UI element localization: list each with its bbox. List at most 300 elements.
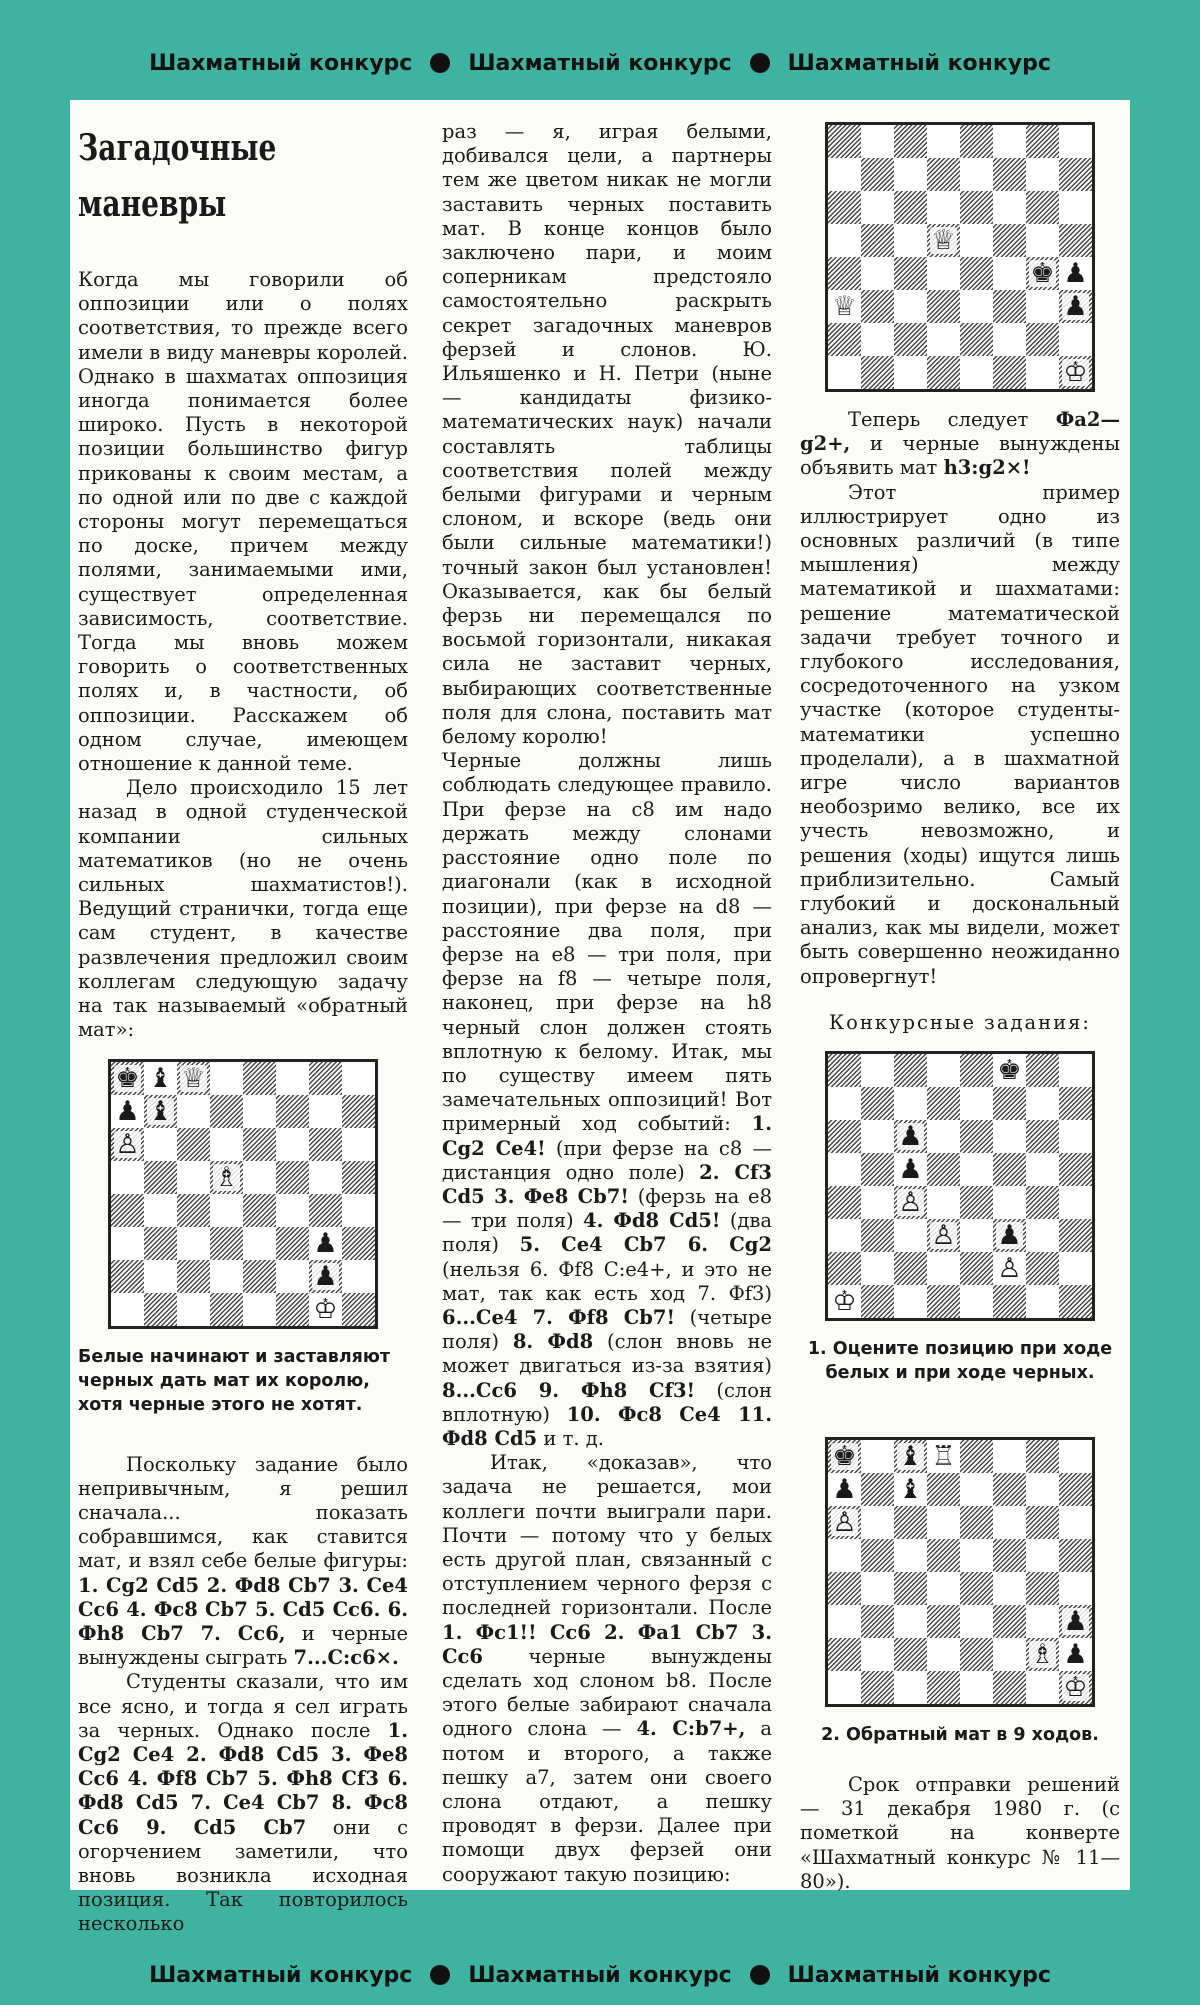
square-a2	[828, 1638, 861, 1671]
square-a2	[828, 1252, 861, 1285]
chess-diagram-1	[108, 1059, 378, 1329]
banner-text: Шахматный конкурс	[149, 1962, 413, 1988]
square-b6	[861, 1120, 894, 1153]
square-h5	[342, 1161, 375, 1194]
square-b4	[861, 1572, 894, 1605]
chess-piece-icon: ♗	[1030, 1639, 1055, 1671]
square-d8	[927, 1440, 960, 1473]
square-f1	[993, 1671, 1026, 1704]
column-2	[442, 120, 772, 1887]
square-d7	[210, 1095, 243, 1128]
square-g6	[1026, 191, 1059, 224]
chess-piece-icon: ♕	[181, 1062, 206, 1094]
square-c3	[894, 290, 927, 323]
square-b3	[861, 1605, 894, 1638]
paragraph: Когда мы говорили об оппозиции или о полях соответствия, то прежде всего имели в виду маневры королей. Однако в шахматах оппозиция иногда понимается более широко. Пусть в некоторой позиции большинство фигур прикованы к своим местам, а по одной или по две с каждой стороны могут перемещаться по доске, причем между полями, занимаемыми ими, существует определенная зависимость, соответствие. Тогда мы вновь можем говорить о соответственных полях и, в частности, об оппозиции. Расскажем об одном случае, имеющем отношение к данной теме.	[78, 268, 408, 776]
square-f1	[993, 356, 1026, 389]
column-1	[78, 120, 408, 1937]
square-b3	[861, 290, 894, 323]
square-e6	[243, 1128, 276, 1161]
chess-piece-icon: ♟	[115, 1095, 140, 1127]
square-d2	[927, 323, 960, 356]
article-title: Загадочные маневры	[78, 127, 277, 225]
square-e6	[960, 1120, 993, 1153]
square-f5	[993, 224, 1026, 257]
chess-piece-icon: ♟	[997, 1220, 1022, 1252]
square-e3	[960, 290, 993, 323]
square-c4	[894, 1572, 927, 1605]
square-a1	[828, 356, 861, 389]
square-a5	[828, 1539, 861, 1572]
square-b5	[861, 224, 894, 257]
square-f2	[993, 323, 1026, 356]
square-g5	[309, 1161, 342, 1194]
square-d1	[927, 1671, 960, 1704]
square-f2	[993, 1638, 1026, 1671]
square-g1	[1026, 1285, 1059, 1318]
square-f6	[993, 1506, 1026, 1539]
square-e8	[960, 1440, 993, 1473]
square-d5	[210, 1161, 243, 1194]
paragraph: Теперь следует Фa2—g2+, и черные вынуждены объявить мат h3:g2×!	[800, 408, 1120, 480]
square-g8	[1026, 1440, 1059, 1473]
square-d8	[927, 1054, 960, 1087]
paragraph: Дело происходило 15 лет назад в одной студенческой компании сильных математиков (но не очень сильных шахматистов!). Ведущий странички, тогда еще сам студент, в качестве развлечения предложил своим коллегам следующую задачу на так называемый «обратный мат»:	[78, 776, 408, 1042]
footer-banner	[0, 1940, 1200, 2005]
square-b8	[861, 1054, 894, 1087]
square-h4	[1059, 1186, 1092, 1219]
square-g3	[1026, 1219, 1059, 1252]
square-c1	[177, 1293, 210, 1326]
square-f7	[993, 158, 1026, 191]
square-e1	[960, 1671, 993, 1704]
square-a8	[828, 1440, 861, 1473]
square-c5	[177, 1161, 210, 1194]
square-f8	[993, 1054, 1026, 1087]
square-a3	[828, 1219, 861, 1252]
square-d6	[927, 1120, 960, 1153]
square-a2	[111, 1260, 144, 1293]
square-h2	[1059, 1638, 1092, 1671]
square-c6	[894, 1120, 927, 1153]
square-e7	[960, 158, 993, 191]
square-g2	[1026, 1638, 1059, 1671]
bullet-icon	[430, 53, 450, 73]
square-h3	[1059, 290, 1092, 323]
deadline: Срок отправки решений — 31 декабря 1980 г. (с пометкой на конверте «Шахматный конкурс № 11—80»).	[800, 1773, 1120, 1893]
square-d8	[210, 1062, 243, 1095]
square-d3	[210, 1227, 243, 1260]
chess-piece-icon: ♟	[832, 1474, 857, 1506]
task-1: 1. Оцените позицию при ходе белых и при ходе черных.	[807, 1339, 1113, 1384]
chess-piece-icon: ♟	[313, 1227, 338, 1259]
square-f8	[993, 1440, 1026, 1473]
square-a1	[828, 1285, 861, 1318]
chess-piece-icon: ♔	[832, 1286, 857, 1318]
square-g8	[1026, 1054, 1059, 1087]
square-d6	[927, 191, 960, 224]
paragraph: Поскольку задание было непривычным, я решил сначала... показать собравшимся, как ставится мат, и взял себе белые фигуры: 1. Cg2 Cd5 2. Фd8 Cb7 3. Ce4 Cc6 4. Фc8 Cb7 5. Cd5 Cc6. 6. Фh8 Cb7 7. Cc6, и черные вынуждены сыграть 7...C:c6×.	[78, 1452, 408, 1670]
square-e3	[243, 1227, 276, 1260]
square-b6	[144, 1128, 177, 1161]
square-h5	[1059, 1539, 1092, 1572]
square-e7	[243, 1095, 276, 1128]
square-e2	[960, 323, 993, 356]
bullet-icon	[750, 1965, 770, 1985]
square-b8	[861, 125, 894, 158]
square-a7	[111, 1095, 144, 1128]
square-g1	[1026, 1671, 1059, 1704]
chess-piece-icon: ♖	[931, 1441, 956, 1473]
square-e8	[243, 1062, 276, 1095]
square-d8	[927, 125, 960, 158]
square-f2	[993, 1252, 1026, 1285]
square-g7	[1026, 158, 1059, 191]
square-f3	[993, 290, 1026, 323]
square-b7	[861, 158, 894, 191]
square-b7	[861, 1473, 894, 1506]
contest-label: Конкурсные задания:	[829, 1010, 1091, 1034]
square-g2	[1026, 1252, 1059, 1285]
chess-piece-icon: ♝	[148, 1095, 173, 1127]
square-e2	[243, 1260, 276, 1293]
chess-piece-icon: ♔	[1063, 357, 1088, 388]
square-h4	[1059, 1572, 1092, 1605]
square-a6	[828, 1120, 861, 1153]
square-d2	[927, 1638, 960, 1671]
square-a5	[111, 1161, 144, 1194]
square-d3	[927, 1219, 960, 1252]
chess-piece-icon: ♚	[115, 1062, 140, 1094]
chess-piece-icon: ♟	[898, 1154, 923, 1186]
chess-piece-icon: ♔	[313, 1293, 338, 1325]
square-c7	[177, 1095, 210, 1128]
square-g5	[1026, 1153, 1059, 1186]
square-b4	[861, 257, 894, 290]
square-f6	[276, 1128, 309, 1161]
square-f4	[993, 1186, 1026, 1219]
square-g3	[1026, 1605, 1059, 1638]
square-f6	[993, 191, 1026, 224]
chess-diagram-2	[825, 122, 1095, 392]
square-g2	[1026, 323, 1059, 356]
square-f3	[276, 1227, 309, 1260]
square-f5	[993, 1153, 1026, 1186]
square-c8	[894, 125, 927, 158]
square-f7	[993, 1087, 1026, 1120]
square-c1	[894, 356, 927, 389]
square-e5	[243, 1161, 276, 1194]
square-h4	[342, 1194, 375, 1227]
square-c8	[894, 1440, 927, 1473]
paragraph: Итак, «доказав», что задача не решается, мои коллеги почти выиграли пари. Почти — потому что у белых есть другой план, связанный с отступлением черного ферзя с последней горизонтали. После 1. Фc1!! Cc6 2. Фa1 Cb7 3. Cc6 черные вынуждены сделать ход слоном b8. После этого белые забирают сначала одного слона — 4. C:b7+, а потом и второго, а также пешку а7, затем они своего слона отдают, а пешку проводят в ферзи. Далее при помощи двух ферзей они сооружают такую позицию:	[442, 1451, 773, 1886]
square-d6	[210, 1128, 243, 1161]
square-e5	[960, 224, 993, 257]
square-c4	[894, 257, 927, 290]
square-c3	[177, 1227, 210, 1260]
square-c3	[894, 1219, 927, 1252]
square-f2	[276, 1260, 309, 1293]
square-e8	[960, 125, 993, 158]
square-b1	[861, 1671, 894, 1704]
square-f4	[993, 1572, 1026, 1605]
square-h3	[1059, 1219, 1092, 1252]
square-g4	[1026, 1186, 1059, 1219]
square-c5	[894, 224, 927, 257]
square-f3	[993, 1605, 1026, 1638]
square-e6	[960, 1506, 993, 1539]
square-a3	[111, 1227, 144, 1260]
square-a6	[828, 1506, 861, 1539]
chess-piece-icon: ♟	[1063, 258, 1088, 289]
square-c8	[894, 1054, 927, 1087]
bullet-icon	[750, 53, 770, 73]
square-f3	[993, 1219, 1026, 1252]
square-b2	[144, 1260, 177, 1293]
square-b2	[861, 323, 894, 356]
square-e4	[960, 257, 993, 290]
square-h5	[1059, 1153, 1092, 1186]
square-c6	[894, 191, 927, 224]
square-h1	[1059, 1285, 1092, 1318]
square-c2	[894, 1252, 927, 1285]
square-c1	[894, 1285, 927, 1318]
paragraph: Студенты сказали, что им все ясно, и тогда я сел играть за черных. Однако после 1. Cg2 Ce4 2. Фd8 Cd5 3. Фe8 Cc6 4. Фf8 Cb7 5. Фh8 Cf3 6. Фd8 Cd5 7. Ce4 Cb7 8. Фc8 Cc6 9. Cd5 Cb7 они с огорчением заметили, что вновь возникла исходная позиция. Так повторилось несколько	[78, 1670, 408, 1936]
square-c5	[894, 1153, 927, 1186]
square-b5	[861, 1539, 894, 1572]
square-d7	[927, 158, 960, 191]
square-h7	[1059, 1473, 1092, 1506]
square-e2	[960, 1252, 993, 1285]
square-d7	[927, 1473, 960, 1506]
square-f8	[993, 125, 1026, 158]
square-f1	[993, 1285, 1026, 1318]
square-b4	[144, 1194, 177, 1227]
paragraph: раз — я, играя белыми, добивался цели, а партнеры тем же цветом никак не могли заставить черных поставить мат. В конце концов было заключено пари, и моим соперникам предстояло самостоятельно раскрыть секрет загадочных маневров ферзей и слонов. Ю. Ильяшенко и Н. Петри (ныне — кандидаты физико-математических наук) начали составлять таблицы соответствия полей между белыми фигурами и черным слоном, и вскоре (ведь они были сильные математики!) точный закон был установлен! Оказывается, как бы белый ферзь ни перемещался по восьмой горизонтали, никакая сила не заставит черных, выбирающих соответственные поля для слона, поставить мат белому королю!	[442, 120, 772, 749]
square-h7	[342, 1095, 375, 1128]
square-a8	[828, 125, 861, 158]
square-h2	[342, 1260, 375, 1293]
square-h7	[1059, 158, 1092, 191]
square-h6	[1059, 1506, 1092, 1539]
square-b1	[861, 1285, 894, 1318]
square-b3	[144, 1227, 177, 1260]
square-d3	[927, 290, 960, 323]
square-c6	[177, 1128, 210, 1161]
chess-piece-icon: ♝	[898, 1474, 923, 1506]
task-2: 2. Обратный мат в 9 ходов.	[821, 1725, 1099, 1746]
header-banner	[0, 28, 1200, 98]
square-h3	[1059, 1605, 1092, 1638]
square-d4	[210, 1194, 243, 1227]
square-b6	[861, 1506, 894, 1539]
square-g5	[1026, 224, 1059, 257]
square-e7	[960, 1087, 993, 1120]
square-a8	[111, 1062, 144, 1095]
square-h2	[1059, 1252, 1092, 1285]
chess-diagram-3	[825, 1051, 1095, 1321]
square-a4	[828, 257, 861, 290]
square-h5	[1059, 224, 1092, 257]
square-c8	[177, 1062, 210, 1095]
banner-text: Шахматный конкурс	[149, 50, 413, 76]
square-h8	[342, 1062, 375, 1095]
square-g3	[309, 1227, 342, 1260]
square-a7	[828, 1087, 861, 1120]
square-g8	[309, 1062, 342, 1095]
square-d5	[927, 1539, 960, 1572]
square-d6	[927, 1506, 960, 1539]
square-a1	[111, 1293, 144, 1326]
square-b8	[144, 1062, 177, 1095]
banner-text: Шахматный конкурс	[468, 50, 732, 76]
square-c7	[894, 1087, 927, 1120]
square-a1	[828, 1671, 861, 1704]
chess-piece-icon: ♚	[997, 1055, 1022, 1087]
square-f5	[993, 1539, 1026, 1572]
square-b1	[144, 1293, 177, 1326]
square-g6	[309, 1128, 342, 1161]
square-h1	[1059, 356, 1092, 389]
square-a6	[111, 1128, 144, 1161]
square-f5	[276, 1161, 309, 1194]
chess-piece-icon: ♙	[898, 1187, 923, 1219]
square-d5	[927, 224, 960, 257]
banner-text: Шахматный конкурс	[787, 50, 1051, 76]
square-a3	[828, 290, 861, 323]
square-e7	[960, 1473, 993, 1506]
square-e3	[960, 1605, 993, 1638]
chess-piece-icon: ♟	[313, 1260, 338, 1292]
square-e5	[960, 1539, 993, 1572]
square-a8	[828, 1054, 861, 1087]
square-g5	[1026, 1539, 1059, 1572]
square-b5	[144, 1161, 177, 1194]
square-a3	[828, 1605, 861, 1638]
chess-piece-icon: ♟	[1063, 1639, 1088, 1671]
square-a5	[828, 224, 861, 257]
square-f7	[276, 1095, 309, 1128]
square-c2	[894, 1638, 927, 1671]
chess-diagram-4	[825, 1437, 1095, 1707]
square-h6	[1059, 191, 1092, 224]
square-g3	[1026, 290, 1059, 323]
square-c3	[894, 1605, 927, 1638]
square-c1	[894, 1671, 927, 1704]
square-f1	[276, 1293, 309, 1326]
square-d2	[927, 1252, 960, 1285]
square-d1	[927, 1285, 960, 1318]
chess-piece-icon: ♔	[1063, 1672, 1088, 1704]
square-e1	[960, 1285, 993, 1318]
square-e5	[960, 1153, 993, 1186]
chess-piece-icon: ♙	[997, 1253, 1022, 1285]
chess-piece-icon: ♙	[115, 1128, 140, 1160]
square-h8	[1059, 125, 1092, 158]
square-e2	[960, 1638, 993, 1671]
square-b3	[861, 1219, 894, 1252]
chess-piece-icon: ♙	[832, 1507, 857, 1539]
square-h3	[342, 1227, 375, 1260]
square-e4	[960, 1572, 993, 1605]
chess-piece-icon: ♚	[832, 1441, 857, 1473]
square-d5	[927, 1153, 960, 1186]
banner-text: Шахматный конкурс	[468, 1962, 732, 1988]
square-g4	[1026, 1572, 1059, 1605]
square-b7	[861, 1087, 894, 1120]
square-b4	[861, 1186, 894, 1219]
square-g1	[309, 1293, 342, 1326]
square-c4	[894, 1186, 927, 1219]
bullet-icon	[430, 1965, 450, 1985]
chess-piece-icon: ♙	[931, 1220, 956, 1252]
square-h8	[1059, 1440, 1092, 1473]
square-d4	[927, 257, 960, 290]
square-g1	[1026, 356, 1059, 389]
square-g2	[309, 1260, 342, 1293]
article-sheet	[70, 100, 1130, 1936]
square-d4	[927, 1186, 960, 1219]
square-h7	[1059, 1087, 1092, 1120]
square-d2	[210, 1260, 243, 1293]
square-e4	[960, 1186, 993, 1219]
square-c5	[894, 1539, 927, 1572]
square-e6	[960, 191, 993, 224]
square-e3	[960, 1219, 993, 1252]
square-g6	[1026, 1506, 1059, 1539]
paragraph: Этот пример иллюстрирует одно из основных различий (в типе мышления) между математикой и шахматами: решение математической задачи требует точного и глубокого исследования, сосредоточенного на узком участке (которое студенты-математики успешно проделали), а в шахматной игре число вариантов необозримо велико, все их учесть невозможно, и решения (ходы) ищутся лишь приблизительно. Самый глубокий и доскональный анализ, как мы видели, может быть совершенно неожиданно опровергнут!	[800, 480, 1120, 988]
chess-piece-icon: ♚	[1030, 258, 1055, 289]
square-e4	[243, 1194, 276, 1227]
square-e8	[960, 1054, 993, 1087]
square-b6	[861, 191, 894, 224]
square-c7	[894, 1473, 927, 1506]
square-a4	[828, 1572, 861, 1605]
chess-piece-icon: ♕	[832, 291, 857, 322]
square-b5	[861, 1153, 894, 1186]
square-g8	[1026, 125, 1059, 158]
square-h6	[1059, 1120, 1092, 1153]
square-b8	[861, 1440, 894, 1473]
square-f6	[993, 1120, 1026, 1153]
square-a2	[828, 323, 861, 356]
square-f7	[993, 1473, 1026, 1506]
square-b2	[861, 1638, 894, 1671]
banner-text: Шахматный конкурс	[787, 1962, 1051, 1988]
square-g7	[1026, 1473, 1059, 1506]
square-a7	[828, 1473, 861, 1506]
square-a7	[828, 158, 861, 191]
square-d7	[927, 1087, 960, 1120]
square-c7	[894, 158, 927, 191]
square-g4	[1026, 257, 1059, 290]
paragraph: Черные должны лишь соблюдать следующее правило. При ферзе на с8 им надо держать между слонами расстояние одно поле по диагонали (как в исходной позиции), при ферзе на d8 — расстояние два поля, при ферзе на е8 — три поля, при ферзе на f8 — четыре поля, наконец, при ферзе на h8 черный слон должен стоять вплотную к белому. Итак, мы по существу имеем пять замечательных оппозиций! Вот примерный ход событий: 1. Cg2 Ce4! (при ферзе на c8 — дистанция одно поле) 2. Cf3 Cd5 3. Фe8 Cb7! (ферзь на e8 — три поля) 4. Фd8 Cd5! (два поля) 5. Ce4 Cb7 6. Cg2 (нельзя 6. Фf8 С:е4+, и это не мат, так как есть ход 7. Фf3) 6...Ce4 7. Фf8 Cb7! (четыре поля) 8. Фd8 (слон вновь не может двигаться из-за взятия) 8...Cc6 9. Фh8 Cf3! (слон вплотную) 10. Фc8 Ce4 11. Фd8 Cd5 и т. д.	[442, 749, 773, 1450]
chess-piece-icon: ♟	[1063, 291, 1088, 322]
square-g7	[1026, 1087, 1059, 1120]
diagram-caption: Белые начинают и заставляют черных дать мат их королю, хотя черные этого не хотят.	[78, 1346, 391, 1415]
square-e1	[243, 1293, 276, 1326]
square-b2	[861, 1252, 894, 1285]
square-h6	[342, 1128, 375, 1161]
chess-piece-icon: ♝	[148, 1062, 173, 1094]
square-h8	[1059, 1054, 1092, 1087]
square-c2	[177, 1260, 210, 1293]
square-c6	[894, 1506, 927, 1539]
square-d1	[927, 356, 960, 389]
square-e1	[960, 356, 993, 389]
square-h2	[1059, 323, 1092, 356]
square-h1	[342, 1293, 375, 1326]
